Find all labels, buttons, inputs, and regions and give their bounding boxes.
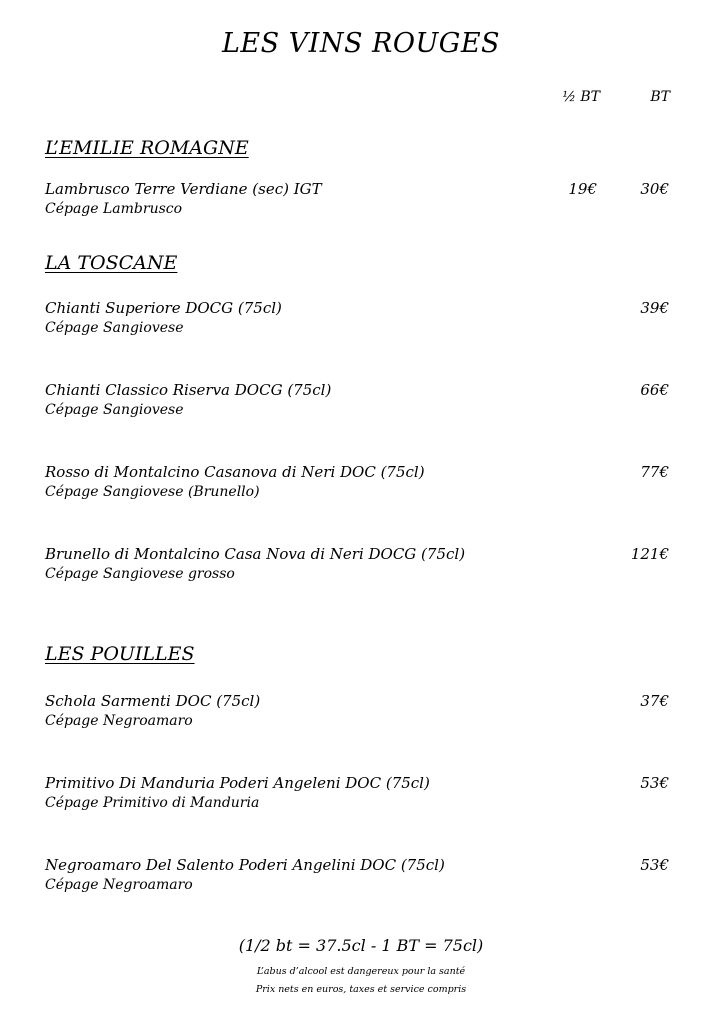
alcohol-warning: L’abus d’alcool est dangereux pour la santé bbox=[256, 966, 466, 977]
wine-bottle-price: 66€ bbox=[640, 381, 669, 399]
wine-item bbox=[45, 381, 675, 425]
wine-bottle-price: 53€ bbox=[640, 774, 669, 792]
wine-item bbox=[45, 774, 675, 818]
wine-name: Primitivo Di Manduria Poderi Angeleni DOC (75cl) bbox=[45, 774, 430, 792]
wine-name: Brunello di Montalcino Casa Nova di Neri DOCG (75cl) bbox=[45, 545, 466, 563]
wine-grape: Cépage Sangiovese (Brunello) bbox=[45, 484, 260, 500]
wine-grape: Cépage Primitivo di Manduria bbox=[45, 795, 260, 811]
wine-name: Rosso di Montalcino Casanova di Neri DOC (75cl) bbox=[45, 463, 425, 481]
wine-grape: Cépage Sangiovese bbox=[45, 402, 184, 418]
wine-bottle-price: 121€ bbox=[630, 545, 669, 563]
prices-note: Prix nets en euros, taxes et service compris bbox=[255, 984, 467, 995]
wine-grape: Cépage Lambrusco bbox=[45, 201, 183, 217]
wine-name: Chianti Superiore DOCG (75cl) bbox=[45, 299, 282, 317]
wine-item bbox=[45, 692, 675, 736]
bottle-measures-note: (1/2 bt = 37.5cl - 1 BT = 75cl) bbox=[238, 936, 484, 955]
wine-grape: Cépage Negroamaro bbox=[45, 877, 193, 893]
wine-bottle-price: 39€ bbox=[640, 299, 669, 317]
wine-name: Lambrusco Terre Verdiane (sec) IGT bbox=[45, 180, 322, 198]
wine-item bbox=[45, 299, 675, 343]
wine-item bbox=[45, 463, 675, 507]
page-title: LES VINS ROUGES bbox=[221, 28, 501, 59]
wine-grape: Cépage Sangiovese bbox=[45, 320, 184, 336]
column-header-bottle: BT bbox=[650, 89, 670, 105]
wine-grape: Cépage Negroamaro bbox=[45, 713, 193, 729]
wine-name: Negroamaro Del Salento Poderi Angelini DOC (75cl) bbox=[45, 856, 445, 874]
section-title-toscane: LA TOSCANE bbox=[45, 252, 178, 274]
wine-bottle-price: 53€ bbox=[640, 856, 669, 874]
wine-item bbox=[45, 180, 675, 224]
wine-bottle-price: 77€ bbox=[640, 463, 669, 481]
column-header-half-bottle: ½ BT bbox=[562, 89, 600, 105]
section-title-pouilles: LES POUILLES bbox=[45, 643, 195, 665]
section-title-emilie-romagne: L’EMILIE ROMAGNE bbox=[45, 137, 249, 159]
wine-bottle-price: 30€ bbox=[640, 180, 669, 198]
wine-item bbox=[45, 856, 675, 900]
wine-name: Schola Sarmenti DOC (75cl) bbox=[45, 692, 261, 710]
wine-bottle-price: 37€ bbox=[640, 692, 669, 710]
wine-half-bottle-price: 19€ bbox=[568, 180, 597, 198]
wine-item bbox=[45, 545, 675, 589]
wine-grape: Cépage Sangiovese grosso bbox=[45, 566, 235, 582]
wine-name: Chianti Classico Riserva DOCG (75cl) bbox=[45, 381, 332, 399]
